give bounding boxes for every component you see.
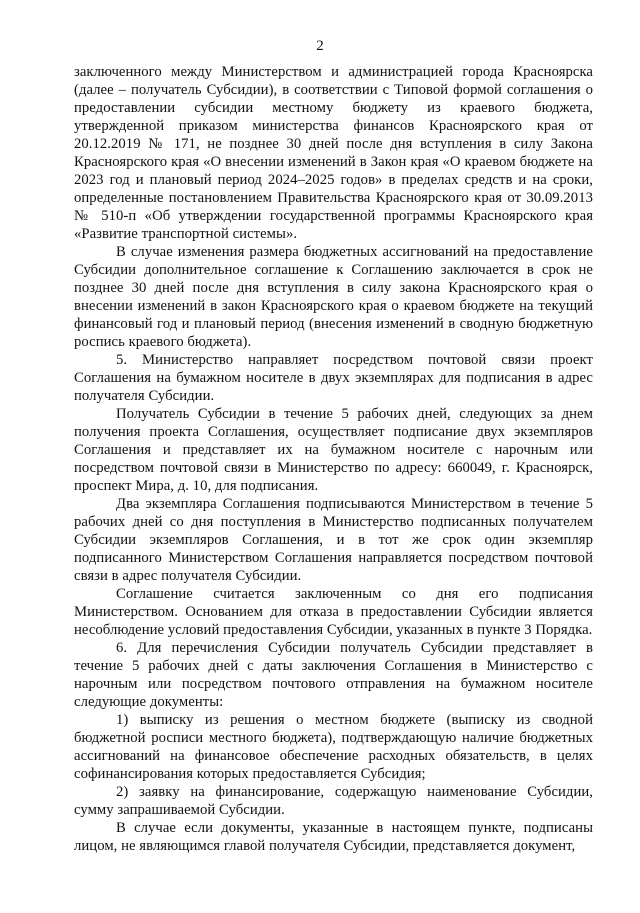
paragraph-agreement-concluded: Соглашение считается заключенным со дня его подписания Министерством. Основанием для отказа в предоставлении Субсидии является несоблюдение условий предоставления Субсидии, указанных в пункте 3 Порядка. <box>74 586 593 638</box>
paragraph-ministry-signing: Два экземпляра Соглашения подписываются Министерством в течение 5 рабочих дней со дня поступления в Министерство подписанных получателем Субсидии экземпляров Соглашения, и в тот же срок один экземпляр подписанного Министерством Соглашения направляется посредством почтовой связи в адрес получателя Субсидии. <box>74 496 593 584</box>
paragraph-agreement-conclusion: заключенного между Министерством и администрацией города Красноярска (далее – получатель Субсидии), в соответствии с Типовой формой соглашения о предоставлении субсидии местному бюджету из краевого бюджета, утвержденной приказом министерства финансов Красноярского края от 20.12.2019 № 171, не позднее 30 дней после дня вступления в силу Закона Красноярского края «О внесении изменений в Закон края «О краевом бюджете на 2023 год и плановый период 2024–2025 годов» в пределах средств и на сроки, определенные постановлением Правительства Красноярского края от 30.09.2013 № 510-п «Об утверждении государственной программы Красноярского края «Развитие транспортной системы». <box>74 64 593 242</box>
list-item-2: 2) заявку на финансирование, содержащую наименование Субсидии, сумму запрашиваемой Субсидии. <box>74 784 593 818</box>
paragraph-item-6: 6. Для перечисления Субсидии получатель Субсидии представляет в течение 5 рабочих дней с даты заключения Соглашения в Министерство с нарочным или посредством почтового отправления на бумажном носителе следующие документы: <box>74 640 593 710</box>
paragraph-item-5: 5. Министерство направляет посредством почтовой связи проект Соглашения на бумажном носителе в двух экземплярах для подписания в адрес получателя Субсидии. <box>74 352 593 404</box>
paragraph-additional-agreement: В случае изменения размера бюджетных ассигнований на предоставление Субсидии дополнительное соглашение к Соглашению заключается в срок не позднее 30 дней после дня вступления в силу закона Красноярского края о внесении изменений в закон Красноярского края о краевом бюджете на текущий финансовый год и плановый период (внесения изменений в сводную бюджетную роспись краевого бюджета). <box>74 244 593 350</box>
page-number: 2 <box>316 38 324 54</box>
paragraph-signatory-document: В случае если документы, указанные в настоящем пункте, подписаны лицом, не являющимся главой получателя Субсидии, представляется документ, <box>74 820 593 854</box>
document-body <box>74 63 593 855</box>
list-item-1: 1) выписку из решения о местном бюджете (выписку из сводной бюджетной росписи местного бюджета), подтверждающую наличие бюджетных ассигнований на финансовое обеспечение расходных обязательств, в целях софинансирования которых предоставляется Субсидия; <box>74 712 593 782</box>
paragraph-recipient-signing: Получатель Субсидии в течение 5 рабочих дней, следующих за днем получения проекта Соглашения, осуществляет подписание двух экземпляров Соглашения и представляет их на бумажном носителе с нарочным или посредством почтовой связи в Министерство по адресу: 660049, г. Красноярск, проспект Мира, д. 10, для подписания. <box>74 406 593 494</box>
